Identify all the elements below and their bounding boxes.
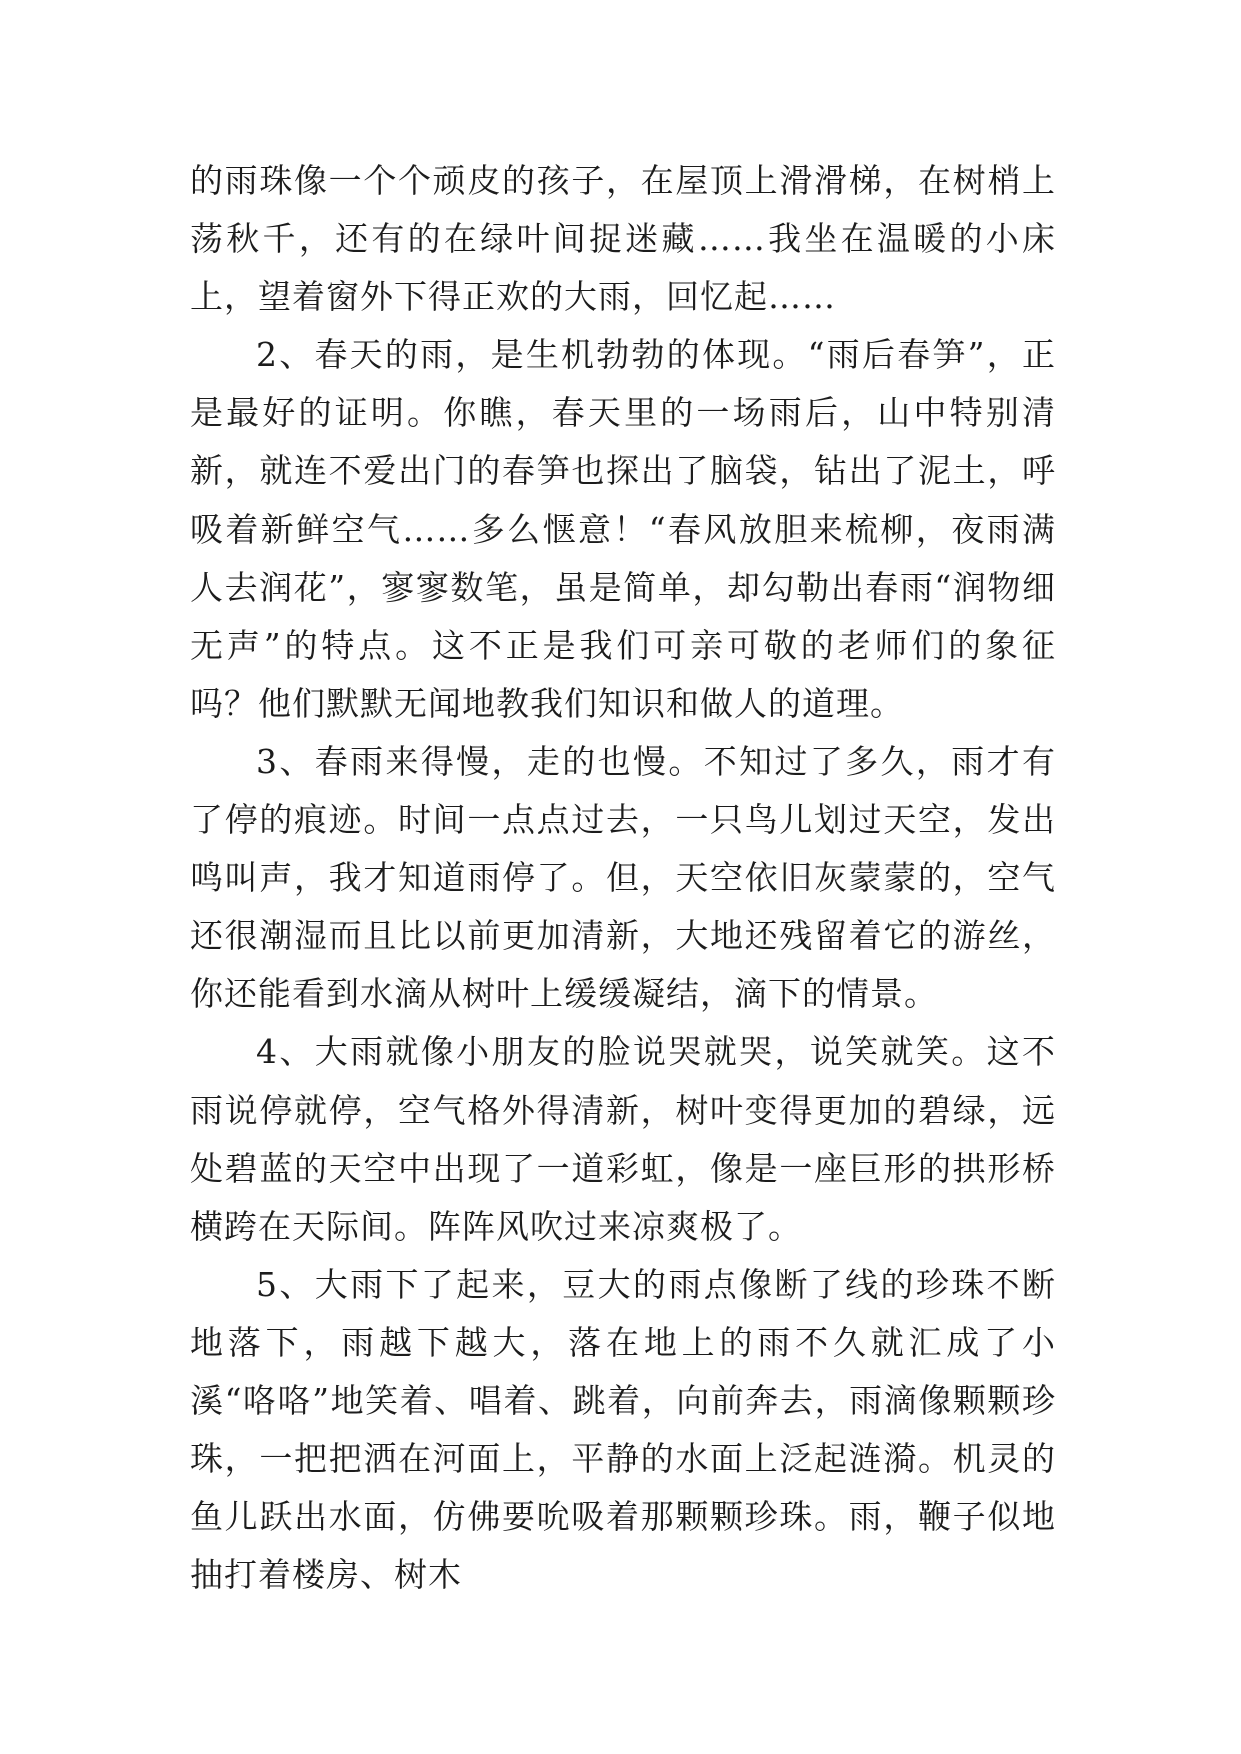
paragraph-2: 2、春天的雨，是生机勃勃的体现。“雨后春笋”，正是最好的证明。你瞧，春天里的一场雨后，山中特别清新，就连不爱出门的春笋也探出了脑袋，钻出了泥土，呼吸着新鲜空气……多么惬意！“春风放胆来梳柳，夜雨满人去润花”，寥寥数笔，虽是简单，却勾勒出春雨“润物细无声”的特点。这不正是我们可亲可敬的老师们的象征吗？他们默默无闻地教我们知识和做人的道理。: [190, 335, 1056, 723]
body-text: [190, 152, 1056, 1604]
paragraph-continued: 的雨珠像一个个顽皮的孩子，在屋顶上滑滑梯，在树梢上荡秋千，还有的在绿叶间捉迷藏……我坐在温暖的小床上，望着窗外下得正欢的大雨，回忆起……: [190, 161, 1056, 317]
paragraph-3: 3、春雨来得慢，走的也慢。不知过了多久，雨才有了停的痕迹。时间一点点过去，一只鸟儿划过天空，发出鸣叫声，我才知道雨停了。但，天空依旧灰蒙蒙的，空气还很潮湿而且比以前更加清新，大地还残留着它的游丝，你还能看到水滴从树叶上缓缓凝结，滴下的情景。: [190, 741, 1056, 1014]
paragraph-5: 5、大雨下了起来，豆大的雨点像断了线的珍珠不断地落下，雨越下越大，落在地上的雨不久就汇成了小溪“咯咯”地笑着、唱着、跳着，向前奔去，雨滴像颗颗珍珠，一把把洒在河面上，平静的水面上泛起涟漪。机灵的鱼儿跃出水面，仿佛要吮吸着那颗颗珍珠。雨，鞭子似地抽打着楼房、树木: [190, 1264, 1056, 1595]
paragraph-4: 4、大雨就像小朋友的脸说哭就哭，说笑就笑。这不雨说停就停，空气格外得清新，树叶变得更加的碧绿，远处碧蓝的天空中出现了一道彩虹，像是一座巨形的拱形桥横跨在天际间。阵阵风吹过来凉爽极了。: [190, 1032, 1056, 1246]
